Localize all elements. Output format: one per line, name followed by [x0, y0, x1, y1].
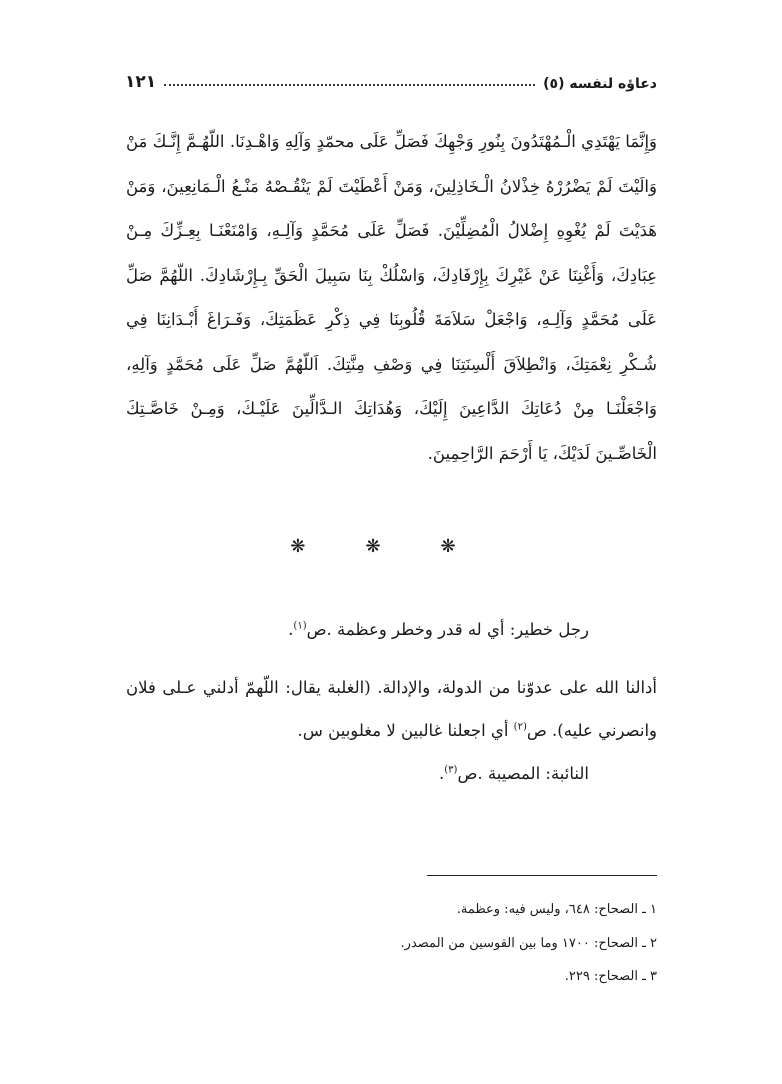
footnote-rule [427, 875, 657, 876]
page-header [125, 64, 657, 92]
commentary-paragraph: أدالنا الله على عدوّنا من الدولة، والإدالة. (الغلبة يقال: اللّهمّ أدلني عـلى فلان وانصرني عليه). ص$^{(٢)}$ أي اجعلنا غالبين لا مغلوبين س. [126, 678, 657, 740]
running-title: دعاؤه لنفسه (٥) [543, 76, 657, 92]
footnote-ref: (٣) [444, 764, 458, 776]
prayer-text: وَإِنَّمَا يَهْتَدِي الْـمُهْتَدُونَ بِنُورِ وَجْهِكَ فَصَلِّ عَلَى محمّدٍ وَآلِهِ وَاهْـدِنَا. اللّهُـمَّ إِنَّـكَ مَنْ وَالَيْتَ لَمْ يَضْرُرْهُ خِذْلانُ الْـخَاذِلِينَ، وَمَنْ أَعْطَيْتَ لَمْ يَنْقُـصْهُ مَنْـعُ الْـمَانِعِينَ، وَمَنْ هَدَيْتَ لَمْ يُغْوِهِ إِضْلالُ الْمُضِلِّيْنَ. فَصَلِّ عَلَى مُحَمَّدٍ وَآلِـهِ، وَامْنَعْنَـا بِعِـزِّكَ مِـنْ عِبَادِكَ، وَأَغْنِنَا عَنْ غَيْرِكَ بِإِرْفَادِكَ، وَاسْلُكْ بِنَا سَبِيلَ الْحَقِّ بِـإِرْشَادِكَ. اللّهُمَّ صَلِّ عَلَى مُحَمَّدٍ وَآلِـهِ، وَاجْعَلْ سَلاَمَةَ قُلُوبِنَا فِي ذِكْرِ عَظَمَتِكَ، وَفَـرَاغَ أَبْـدَانِنَا فِي شُـكْرِ نِعْمَتِكَ، وَانْطِلاَقَ أَلْسِنَتِنَا فِي وَصْفِ مِنَّتِكَ. اَللّهُمَّ صَلِّ عَلَى مُحَمَّدٍ وَآلِهِ، وَاجْعَلْنَـا مِنْ دُعَاتِكَ الدَّاعِينَ إِلَيْكَ، وَهُدَاتِكَ الـدَّالِّينَ عَلَيْـكَ، وَمِـنْ خَاصَّـتِكَ الْخَاصِّـينَ لَدَيْكَ، يَا أَرْحَمَ الرَّاحِمِينَ. [126, 132, 657, 463]
page-number: ١٢١ [125, 72, 157, 92]
section-separator [0, 536, 782, 557]
footnote-ref: (٢) [513, 721, 527, 733]
footnote-ref: (١) [293, 620, 307, 632]
header-dot-leader [164, 84, 535, 86]
asterism-icon: ❋ [365, 536, 417, 557]
footnote-item: ٢ ـ الصحاح: ١٧٠٠ وما بين القوسين من المصدر. [400, 935, 657, 951]
asterism-icon: ❋ [440, 536, 492, 557]
footnotes [126, 893, 657, 994]
footnote-item: ٣ ـ الصحاح: ٢٢٩. [564, 969, 657, 984]
asterism-icon: ❋ [290, 536, 342, 557]
commentary-paragraph: النائبة: المصيبة .ص$^{(٣)}$. [439, 764, 589, 783]
footnote-item: ١ ـ الصحاح: ٦٤٨، وليس فيه: وعظمة. [456, 902, 657, 917]
commentary-paragraph: رجل خطير: أي له قدر وخطر وعظمة .ص$^{(١)}$. [288, 620, 589, 639]
commentary-block [126, 608, 657, 795]
